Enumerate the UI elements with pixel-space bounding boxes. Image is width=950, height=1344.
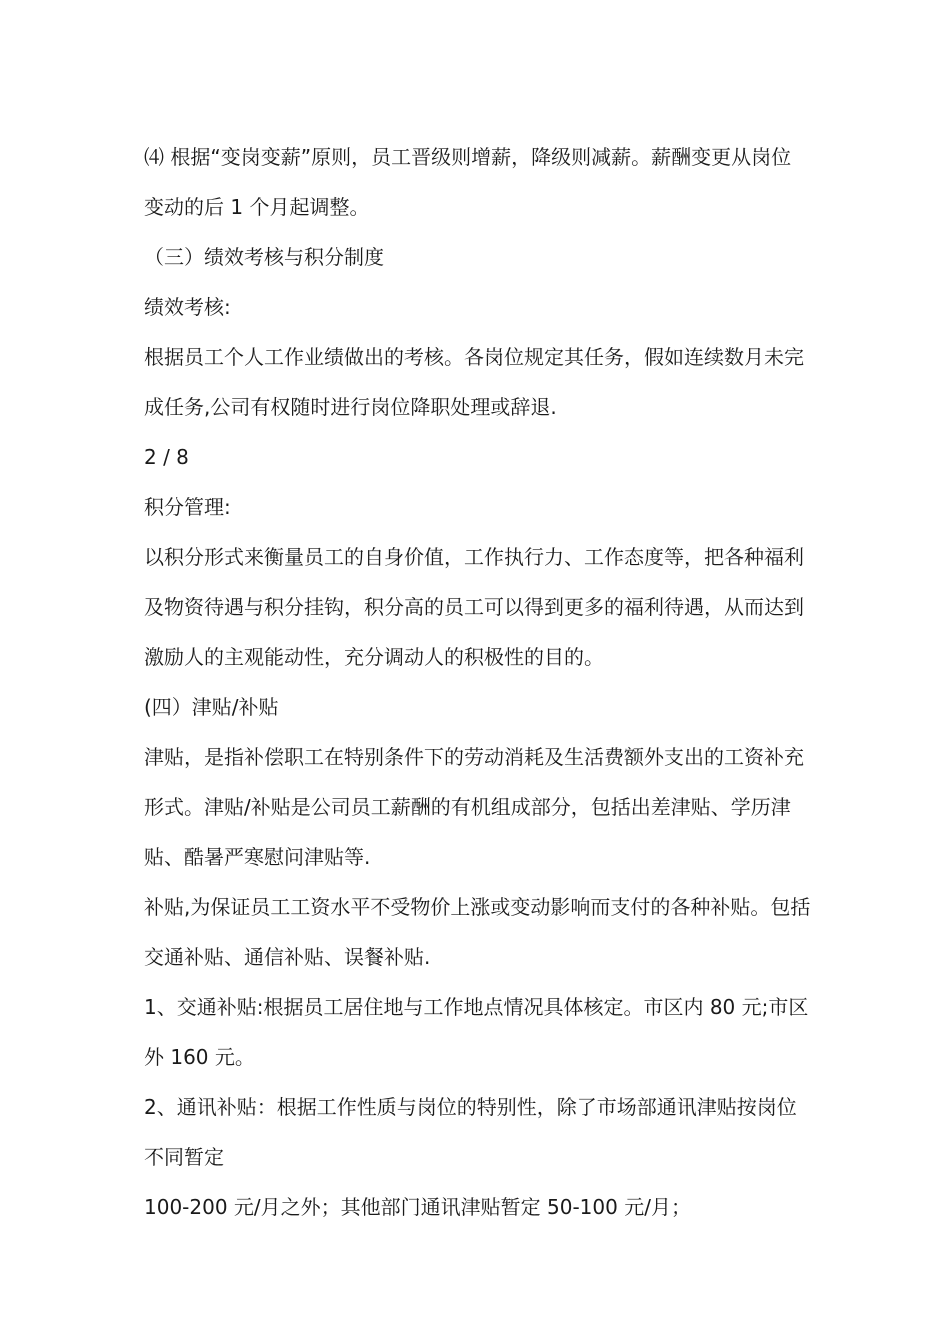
text-line-performance-2: 成任务,公司有权随时进行岗位降职处理或辞退. — [144, 395, 557, 419]
text-line-salary-change-rule: ⑷ 根据“变岗变薪”原则，员工晋级则增薪，降级则减薪。薪酬变更从岗位 — [144, 145, 792, 169]
text-line-subsidy-1: 补贴,为保证员工工资水平不受物价上涨或变动影响而支付的各种补贴。包括 — [144, 895, 811, 919]
text-line-communication-subsidy-1: 2、通讯补贴：根据工作性质与岗位的特别性，除了市场部通讯津贴按岗位 — [144, 1095, 797, 1119]
text-line-points-2: 及物资待遇与积分挂钩，积分高的员工可以得到更多的福利待遇，从而达到 — [144, 595, 804, 619]
text-line-performance-1: 根据员工个人工作业绩做出的考核。各岗位规定其任务，假如连续数月未完 — [144, 345, 804, 369]
text-line-transport-subsidy-2: 外 160 元。 — [144, 1045, 255, 1069]
text-line-points-1: 以积分形式来衡量员工的自身价值，工作执行力、工作态度等，把各种福利 — [144, 545, 804, 569]
subheading-points-management: 积分管理: — [144, 495, 231, 519]
text-line-salary-change-timing: 变动的后 1 个月起调整。 — [144, 195, 370, 219]
text-line-allowance-1: 津贴，是指补偿职工在特别条件下的劳动消耗及生活费额外支出的工资补充 — [144, 745, 804, 769]
text-line-points-3: 激励人的主观能动性，充分调动人的积极性的目的。 — [144, 645, 604, 669]
subheading-performance-review: 绩效考核: — [144, 295, 231, 319]
text-line-communication-subsidy-2: 不同暂定 — [144, 1145, 224, 1169]
text-line-allowance-2: 形式。津贴/补贴是公司员工薪酬的有机组成部分，包括出差津贴、学历津 — [144, 795, 791, 819]
section-heading-allowance-subsidy: (四）津贴/补贴 — [144, 695, 279, 719]
page-number: 2 / 8 — [144, 445, 189, 469]
document-body — [144, 132, 811, 1232]
text-line-allowance-3: 贴、酷暑严寒慰问津贴等. — [144, 845, 371, 869]
text-line-transport-subsidy-1: 1、交通补贴:根据员工居住地与工作地点情况具体核定。市区内 80 元;市区 — [144, 995, 809, 1019]
section-heading-performance-points: （三）绩效考核与积分制度 — [144, 245, 384, 269]
text-line-communication-subsidy-3: 100-200 元/月之外；其他部门通讯津贴暂定 50-100 元/月； — [144, 1195, 691, 1219]
text-line-subsidy-2: 交通补贴、通信补贴、误餐补贴. — [144, 945, 431, 969]
